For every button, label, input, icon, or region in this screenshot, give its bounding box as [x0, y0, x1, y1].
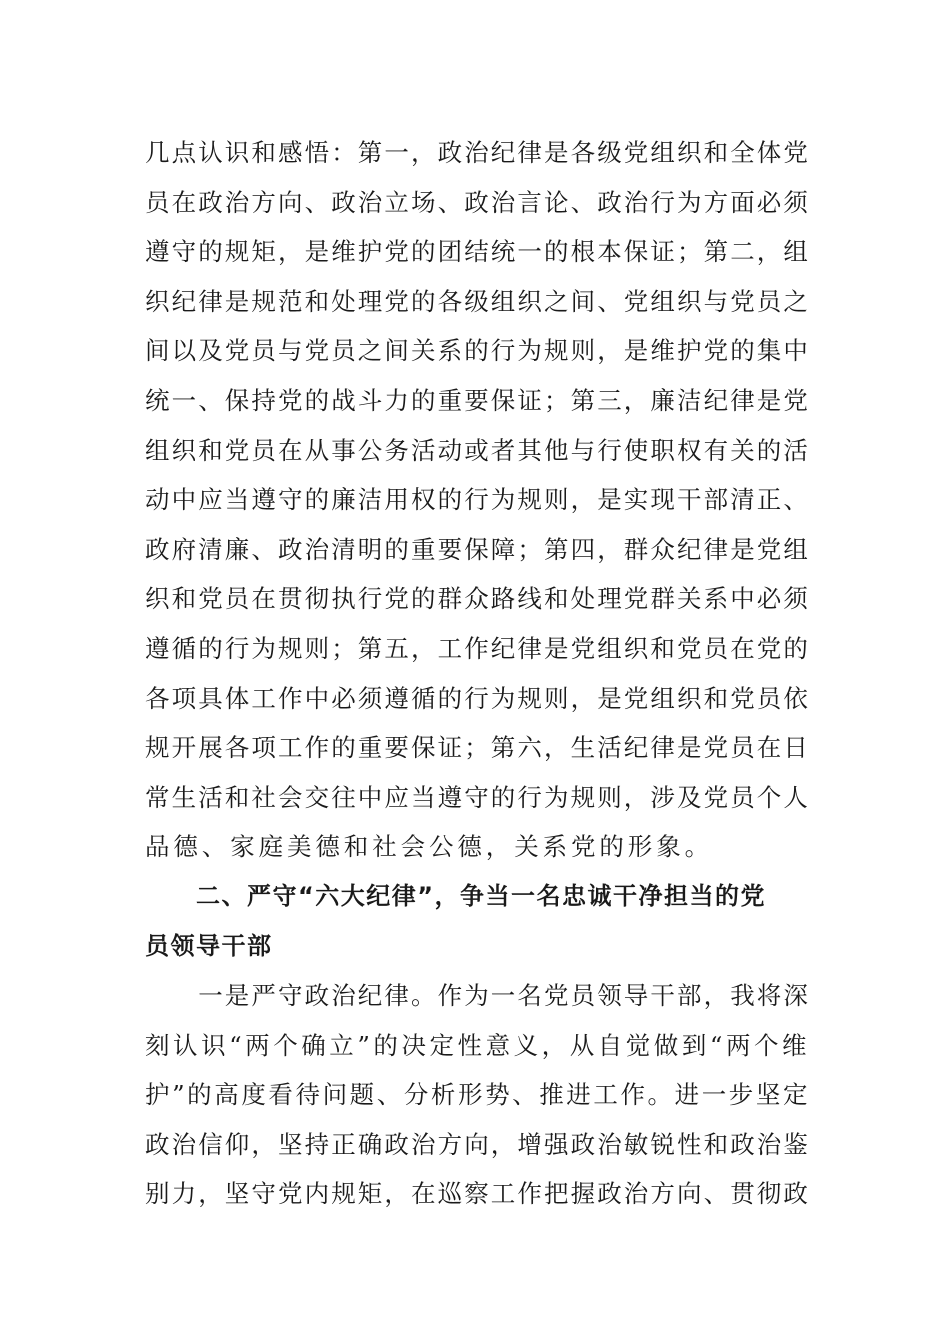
section-heading: 二、严守“六大纪律”，争当一名忠诚干净担当的党 — [145, 881, 767, 910]
body-line: 刻认识“两个确立”的决定性意义，从自觉做到“两个维 — [145, 1030, 811, 1060]
body-line: 规开展各项工作的重要保证；第六，生活纪律是党员在日 — [145, 733, 810, 763]
body-line: 织和党员在贯彻执行党的群众路线和处理党群关系中必须 — [145, 584, 810, 614]
body-line: 各项具体工作中必须遵循的行为规则，是党组织和党员依 — [145, 683, 810, 713]
document-page — [145, 128, 810, 1219]
body-line: 织纪律是规范和处理党的各级组织之间、党组织与党员之 — [145, 286, 810, 316]
body-line: 政治信仰，坚持正确政治方向，增强政治敏锐性和政治鉴 — [145, 1129, 810, 1159]
body-line: 间以及党员与党员之间关系的行为规则，是维护党的集中 — [145, 336, 810, 366]
body-line: 几点认识和感悟：第一，政治纪律是各级党组织和全体党 — [145, 138, 810, 167]
body-line: 别力，坚守党内规矩，在巡察工作把握政治方向、贯彻政 — [145, 1179, 810, 1209]
body-line: 组织和党员在从事公务活动或者其他与行使职权有关的活 — [145, 435, 810, 465]
body-line: 常生活和社会交往中应当遵守的行为规则，涉及党员个人 — [145, 782, 810, 812]
body-line: 动中应当遵守的廉洁用权的行为规则，是实现干部清正、 — [145, 485, 810, 515]
body-line: 遵守的规矩，是维护党的团结统一的根本保证；第二，组 — [145, 237, 810, 267]
body-line: 品德、家庭美德和社会公德，关系党的形象。 — [145, 832, 713, 862]
body-line: 统一、保持党的战斗力的重要保证；第三，廉洁纪律是党 — [145, 385, 810, 415]
body-line: 遵循的行为规则；第五，工作纪律是党组织和党员在党的 — [145, 633, 810, 663]
section-heading: 员领导干部 — [145, 931, 273, 960]
body-line: 一是严守政治纪律。作为一名党员领导干部，我将深 — [145, 981, 810, 1011]
body-line: 护”的高度看待问题、分析形势、推进工作。进一步坚定 — [145, 1080, 811, 1110]
body-line: 员在政治方向、政治立场、政治言论、政治行为方面必须 — [145, 187, 810, 217]
body-line: 政府清廉、政治清明的重要保障；第四，群众纪律是党组 — [145, 534, 810, 564]
